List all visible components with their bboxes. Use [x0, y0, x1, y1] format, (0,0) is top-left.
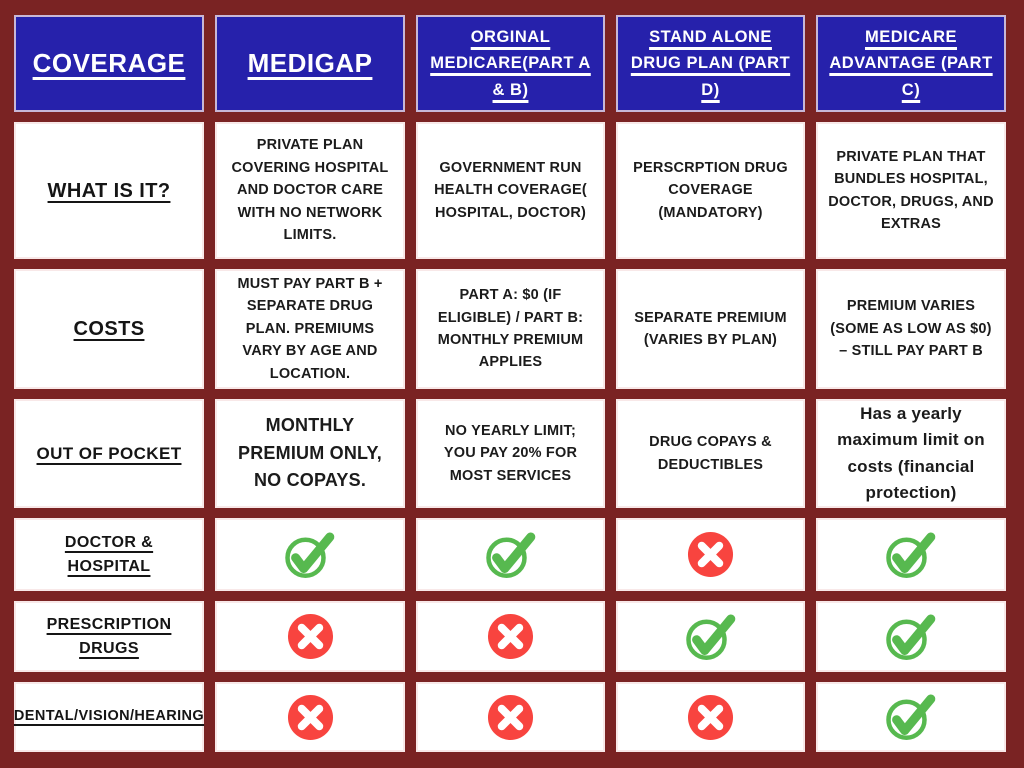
row-label-what-is-it: WHAT IS IT? — [14, 122, 204, 259]
header-cell-coverage: COVERAGE — [14, 15, 204, 112]
check-icon — [684, 612, 738, 662]
cell-prescription-drugs-medicare-advantage — [816, 601, 1006, 672]
row-label-costs: COSTS — [14, 269, 204, 389]
cell-doctor-hospital-medigap — [215, 518, 405, 591]
cell-dental-vision-hearing-medicare-advantage — [816, 682, 1006, 752]
cell-doctor-hospital-medicare-advantage — [816, 518, 1006, 591]
header-cell-original-medicare: ORGINAL MEDICARE(PART A & B) — [416, 15, 605, 112]
cell-costs-standalone-drug: SEPARATE PREMIUM (VARIES BY PLAN) — [616, 269, 805, 389]
cell-out-of-pocket-original-medicare: NO YEARLY LIMIT; YOU PAY 20% FOR MOST SERVICES — [416, 399, 605, 508]
cell-dental-vision-hearing-original-medicare — [416, 682, 605, 752]
row-label-doctor-hospital: DOCTOR & HOSPITAL — [14, 518, 204, 591]
cell-what-is-it-medigap: PRIVATE PLAN COVERING HOSPITAL AND DOCTOR CARE WITH NO NETWORK LIMITS. — [215, 122, 405, 259]
cross-icon — [487, 694, 534, 741]
check-icon — [884, 692, 938, 742]
cross-icon — [287, 694, 334, 741]
cell-prescription-drugs-standalone-drug — [616, 601, 805, 672]
row-label-out-of-pocket: OUT OF POCKET — [14, 399, 204, 508]
cell-doctor-hospital-original-medicare — [416, 518, 605, 591]
check-icon — [283, 530, 337, 580]
cross-icon — [687, 694, 734, 741]
cell-out-of-pocket-medicare-advantage: Has a yearly maximum limit on costs (financial protection) — [816, 399, 1006, 508]
check-icon — [884, 612, 938, 662]
cross-icon — [687, 531, 734, 578]
row-label-dental-vision-hearing: DENTAL/VISION/HEARING — [14, 682, 204, 752]
cell-doctor-hospital-standalone-drug — [616, 518, 805, 591]
header-cell-standalone-drug: STAND ALONE DRUG PLAN (PART D) — [616, 15, 805, 112]
cell-costs-medicare-advantage: PREMIUM VARIES (SOME AS LOW AS $0) – STILL PAY PART B — [816, 269, 1006, 389]
cell-costs-original-medicare: PART A: $0 (IF ELIGIBLE) / PART B: MONTHLY PREMIUM APPLIES — [416, 269, 605, 389]
cell-prescription-drugs-medigap — [215, 601, 405, 672]
cell-dental-vision-hearing-medigap — [215, 682, 405, 752]
cross-icon — [487, 613, 534, 660]
row-label-prescription-drugs: PRESCRIPTION DRUGS — [14, 601, 204, 672]
check-icon — [884, 530, 938, 580]
cell-out-of-pocket-medigap: MONTHLY PREMIUM ONLY, NO COPAYS. — [215, 399, 405, 508]
cell-out-of-pocket-standalone-drug: DRUG COPAYS & DEDUCTIBLES — [616, 399, 805, 508]
cell-prescription-drugs-original-medicare — [416, 601, 605, 672]
cell-what-is-it-standalone-drug: PERSCRPTION DRUG COVERAGE (MANDATORY) — [616, 122, 805, 259]
cell-costs-medigap: MUST PAY PART B + SEPARATE DRUG PLAN. PREMIUMS VARY BY AGE AND LOCATION. — [215, 269, 405, 389]
cell-what-is-it-medicare-advantage: PRIVATE PLAN THAT BUNDLES HOSPITAL, DOCTOR, DRUGS, AND EXTRAS — [816, 122, 1006, 259]
cross-icon — [287, 613, 334, 660]
check-icon — [484, 530, 538, 580]
header-cell-medicare-advantage: MEDICARE ADVANTAGE (PART C) — [816, 15, 1006, 112]
header-cell-medigap: MEDIGAP — [215, 15, 405, 112]
cell-dental-vision-hearing-standalone-drug — [616, 682, 805, 752]
cell-what-is-it-original-medicare: GOVERNMENT RUN HEALTH COVERAGE( HOSPITAL, DOCTOR) — [416, 122, 605, 259]
